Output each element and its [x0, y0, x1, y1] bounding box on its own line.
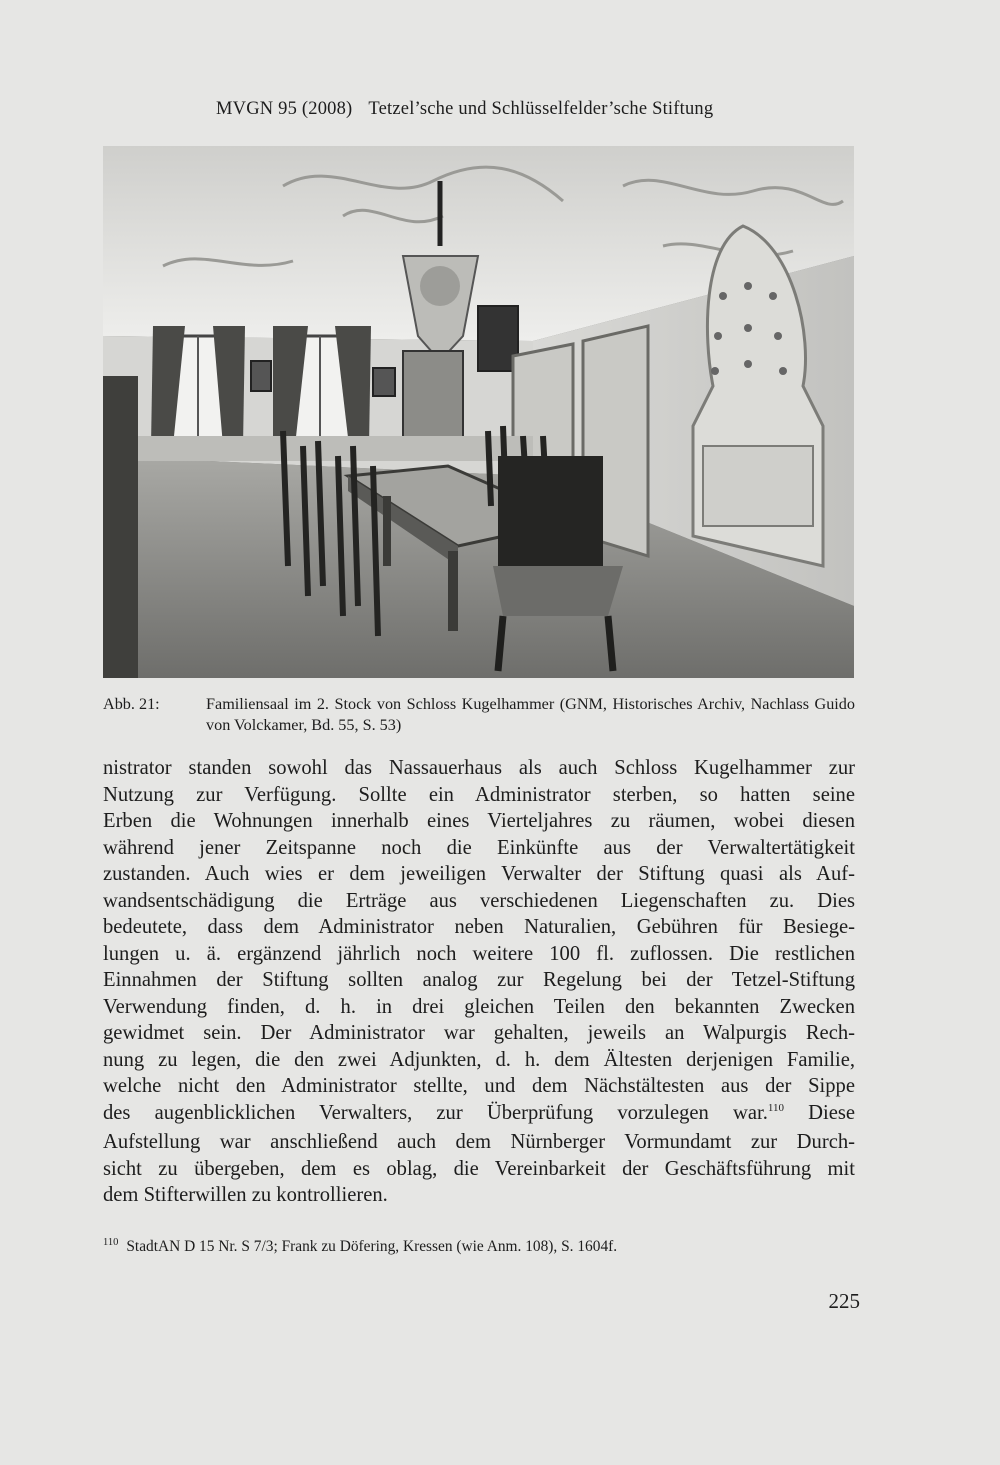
- journal-reference: MVGN 95 (2008): [216, 99, 353, 119]
- body-line-tail: Diese: [808, 1101, 855, 1124]
- body-line: während jener Zeitspanne noch die Einkünfte aus der Verwaltertätigkeit: [103, 836, 855, 859]
- footnote-reference[interactable]: 110: [767, 1101, 784, 1114]
- figure-photograph: [103, 146, 854, 678]
- body-line-text: des augenblicklichen Verwalters, zur Überprüfung vorzulegen war.: [103, 1101, 768, 1124]
- page-number: 225: [828, 1289, 860, 1313]
- body-line: wandsentschädigung die Erträge aus verschiedenen Liegenschaften zu. Dies: [103, 889, 855, 912]
- window-right: [273, 326, 371, 446]
- article-title: Tetzel’sche und Schlüsselfelder’sche Stiftung: [368, 99, 714, 119]
- body-line: zustanden. Auch wies er dem jeweiligen Verwalter der Stiftung quasi als Auf-: [103, 863, 855, 885]
- window-left: [151, 326, 245, 446]
- body-line-with-footnote: [103, 1100, 855, 1130]
- body-line: lungen u. ä. ergänzend jährlich noch weitere 100 fl. zuflossen. Die restlichen: [103, 942, 855, 965]
- figure-caption: [103, 694, 855, 736]
- body-line: nung zu legen, die den zwei Adjunkten, d. h. dem Ältesten derjenigen Familie,: [103, 1048, 855, 1071]
- left-furniture: [103, 376, 138, 678]
- body-line: Erben die Wohnungen innerhalb eines Vierteljahres zu räumen, wobei diesen: [103, 810, 855, 832]
- footnote-text: StadtAN D 15 Nr. S 7/3; Frank zu Döfering, Kressen (wie Anm. 108), S. 1604f.: [126, 1238, 618, 1255]
- body-line: Aufstellung war anschließend auch dem Nürnberger Vormundamt zur Durch-: [103, 1131, 855, 1153]
- caption-text: Familiensaal im 2. Stock von Schloss Kugelhammer (GNM, Historisches Archiv, Nachlass Guido von Volckamer, Bd. 55, S. 53): [206, 695, 855, 734]
- body-line: Nutzung zur Verfügung. Sollte ein Administrator sterben, so hatten seine: [103, 783, 855, 806]
- footnote-number: 110: [103, 1237, 119, 1248]
- running-head: [216, 99, 713, 120]
- body-line: gewidmet sein. Der Administrator war gehalten, jeweils an Walpurgis Rech-: [103, 1022, 855, 1044]
- body-line: dem Stifterwillen zu kontrollieren.: [103, 1184, 388, 1206]
- figure-label: Abb. 21:: [103, 695, 160, 713]
- body-line: Verwendung finden, d. h. in drei gleichen Teilen den bekannten Zwecken: [103, 995, 855, 1018]
- body-line: sicht zu übergeben, dem es oblag, die Vereinbarkeit der Geschäftsführung mit: [103, 1157, 855, 1180]
- room-photograph: [103, 146, 854, 678]
- body-line: bedeutete, dass dem Administrator neben Naturalien, Gebühren für Besiege-: [103, 916, 855, 938]
- body-line: welche nicht den Administrator stellte, und dem Nächstältesten aus der Sippe: [103, 1075, 855, 1097]
- glass-cabinet: [403, 351, 463, 441]
- body-line: nistrator standen sowohl das Nassauerhaus als auch Schloss Kugelhammer zur: [103, 757, 855, 779]
- body-line: Einnahmen der Stiftung sollten analog zur Regelung bei der Tetzel-Stiftung: [103, 969, 855, 991]
- body-text: [103, 755, 855, 1209]
- footnote: [103, 1238, 855, 1256]
